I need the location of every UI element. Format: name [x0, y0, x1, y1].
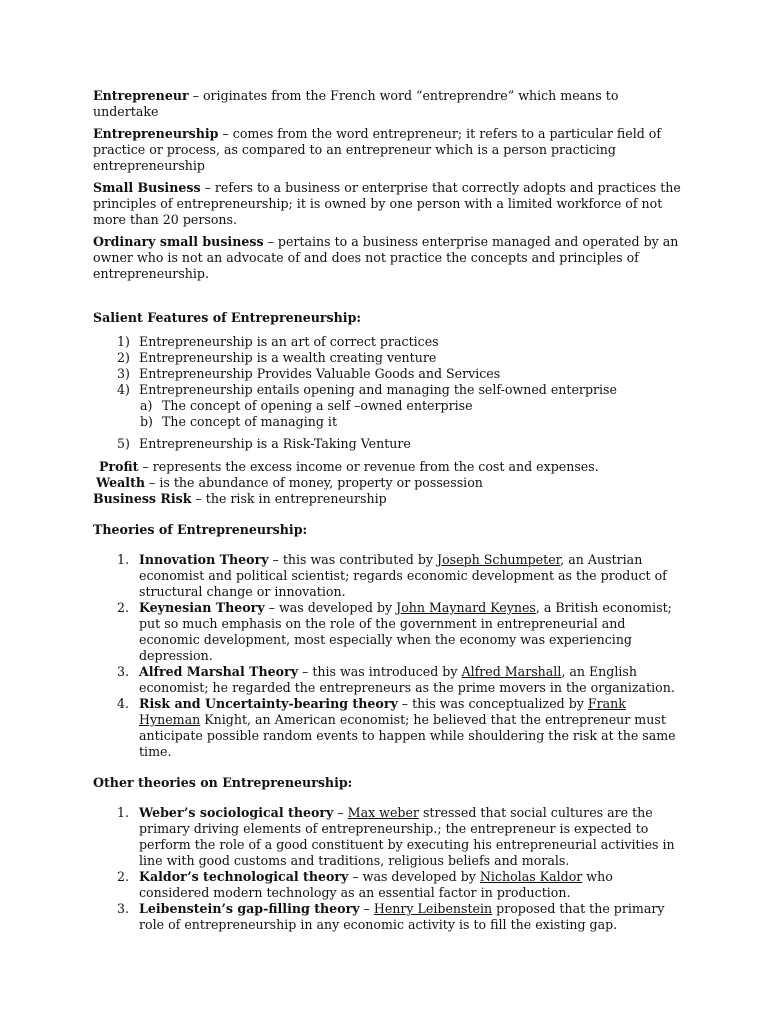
- document-page: [93, 88, 683, 933]
- theories-list: [93, 552, 683, 760]
- definition-entrepreneurship: Entrepreneurship – comes from the word entrepreneur; it refers to a particular field of practice or process, as compared to an entrepreneur which is a person practicing entrepreneurship: [93, 126, 662, 173]
- sub-list-item: b) The concept of managing it: [140, 414, 338, 429]
- list-item: 3. Alfred Marshal Theory – this was introduced by Alfred Marshall, an English economist; he regarded the entrepreneurs as the prime movers in the organization.: [117, 664, 675, 695]
- other-theories-list: [93, 805, 683, 933]
- list-item: 3. Leibenstein’s gap-filling theory – Henry Leibenstein proposed that the primary role of entrepreneurship in any economic activity is to fill the existing gap.: [117, 901, 665, 932]
- term-wealth: Wealth – is the abundance of money, property or possession: [96, 475, 483, 490]
- salient-features-list-cont: [93, 436, 683, 452]
- sub-list-item: a) The concept of opening a self –owned enterprise: [140, 398, 473, 413]
- list-item: 1) Entrepreneurship is an art of correct practices: [117, 334, 439, 349]
- definition-small-business: Small Business – refers to a business or enterprise that correctly adopts and practices the principles of entrepreneurship; it is owned by one person with a limited workforce of not more than 20 persons.: [93, 180, 681, 227]
- list-item: 1. Weber’s sociological theory – Max weber stressed that social cultures are the primary driving elements of entrepreneurship.; the entrepreneur is expected to perform the role of a good constituent by executing his entrepreneurial activities in line with good customs and traditions, religious beliefs and morals.: [117, 805, 675, 868]
- list-item: 2. Kaldor’s technological theory – was developed by Nicholas Kaldor who considered modern technology as an essential factor in production.: [117, 869, 613, 900]
- definition-entrepreneur: Entrepreneur – originates from the French word “entreprendre” which means to undertake: [93, 88, 619, 119]
- list-item: 5) Entrepreneurship is a Risk-Taking Venture: [117, 436, 411, 451]
- list-item: 4. Risk and Uncertainty-bearing theory – this was conceptualized by Frank Hyneman Knight, an American economist; he believed that the entrepreneur must anticipate possible random events to happen while shouldering the risk at the same time.: [117, 696, 676, 759]
- term-business-risk: Business Risk – the risk in entrepreneurship: [93, 491, 387, 506]
- salient-features-heading: Salient Features of Entrepreneurship:: [93, 310, 362, 325]
- salient-features-sublist: [93, 398, 683, 430]
- other-theories-heading: Other theories on Entrepreneurship:: [93, 775, 353, 790]
- list-item: 3) Entrepreneurship Provides Valuable Goods and Services: [117, 366, 501, 381]
- salient-features-list: [93, 334, 683, 398]
- list-item: 2. Keynesian Theory – was developed by John Maynard Keynes, a British economist; put so much emphasis on the role of the government in entrepreneurial and economic development, most especially when the economy was experiencing depression.: [117, 600, 672, 663]
- definition-ordinary-small-business: Ordinary small business – pertains to a business enterprise managed and operated by an owner who is not an advocate of and does not practice the concepts and principles of entrepreneurship.: [93, 234, 679, 281]
- list-item: 1. Innovation Theory – this was contributed by Joseph Schumpeter, an Austrian economist and political scientist; regards economic development as the product of structural change or innovation.: [117, 552, 667, 599]
- list-item: 4) Entrepreneurship entails opening and managing the self-owned enterprise: [117, 382, 617, 397]
- theories-heading: Theories of Entrepreneurship:: [93, 522, 308, 537]
- list-item: 2) Entrepreneurship is a wealth creating venture: [117, 350, 437, 365]
- term-profit: Profit – represents the excess income or revenue from the cost and expenses.: [99, 459, 599, 474]
